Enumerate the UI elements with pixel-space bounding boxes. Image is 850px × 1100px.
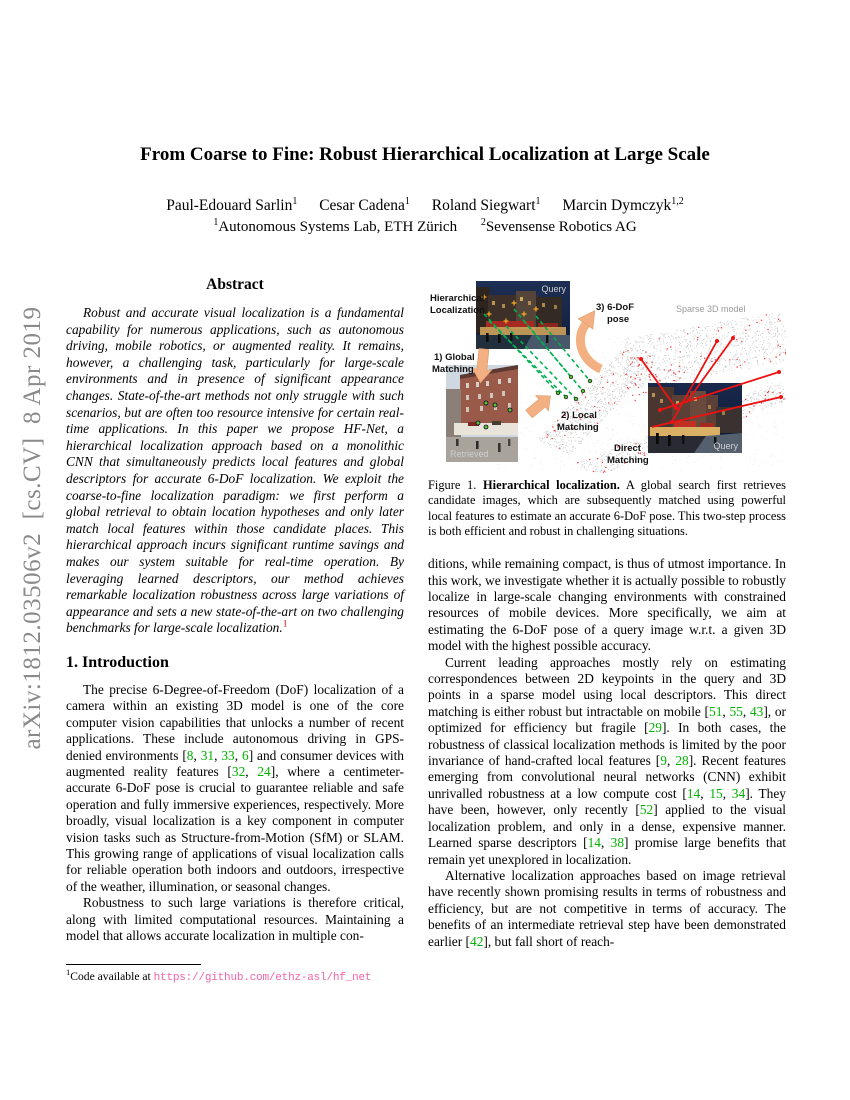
affiliations-line <box>0 219 850 236</box>
author-3-affil-mark: 1 <box>535 195 541 207</box>
affiliation-2: $^2$Sevensense Robotics AG <box>480 217 637 235</box>
hierarchical-localization-label-line2: Localization <box>430 305 485 316</box>
footnote <box>66 964 404 984</box>
code-repository-link[interactable]: https://github.com/ethz-asl/hf_net <box>153 972 372 984</box>
query-bottom-image-label: Query <box>713 441 738 451</box>
left-column <box>66 276 404 944</box>
query-top-image-label: Query <box>541 284 566 294</box>
citation-link[interactable]: 28 <box>675 753 689 769</box>
author-3: Roland Siegwart$^1$ <box>431 195 541 214</box>
citation-link[interactable]: 14 <box>686 785 701 801</box>
footnote-rule <box>66 964 201 965</box>
figure-1-caption: Figure 1. Hierarchical localization. A global search first retrieves candidate images, which are subsequently matched using powerful local features to estimate an accurate 6-DoF pose. This two-step process is both efficient and robust in challenging situations. <box>428 478 786 538</box>
direct-matching-label-line2: Matching <box>607 455 649 466</box>
citation-link[interactable]: 9 <box>660 753 667 769</box>
citation-link[interactable]: 52 <box>639 802 654 818</box>
intro-paragraph-3: Current leading approaches mostly rely on estimating correspondences between 2D keypoints in the query and 3D points in a sparse model using local descriptors. This direct matching is either robust but intractable on mobile [51, 55, 43], or optimized for efficiency but fragile [29]. In both cases, the robustness of classical localization methods is limited by the poor invariance of hand-crafted local features [9, 28]. Recent features emerging from convolutional neural networks (CNN) exhibit unrivalled robustness at a low compute cost [14, 15, 34]. They have been, however, only recently [52] applied to the visual localization problem, and only in a dense, expensive manner. Learned sparse descriptors [14, 38] promise large benefits that remain yet unexplored in localization. <box>428 654 787 867</box>
intro-paragraph-2-continued: ditions, while remaining compact, is thus of utmost importance. In this work, we investigate whether it is actually possible to robustly localize in large-scale changing environments with constrained resources of mobile devices. More specifically, we aim at estimating the 6-DoF pose of a query image w.r.t. a given 3D model with the highest possible accuracy. <box>428 556 786 654</box>
hierarchical-localization-label-line1: Hierarchical <box>430 293 485 304</box>
citation-link[interactable]: 15 <box>709 785 723 801</box>
citation-link[interactable]: 38 <box>610 835 625 851</box>
citation-link[interactable]: 33 <box>221 747 235 763</box>
authors-line <box>0 197 850 215</box>
footnote-mark-link[interactable]: 1 <box>282 619 288 630</box>
affiliation-1: $^1$Autonomous Systems Lab, ETH Zürich <box>213 217 458 235</box>
figure-1-canvas <box>428 281 786 473</box>
citation-link[interactable]: 6 <box>241 747 249 763</box>
sparse-3d-model-label: Sparse 3D model <box>676 304 746 314</box>
pose-label-line1: 3) 6-DoF <box>596 302 634 313</box>
citation-link[interactable]: 31 <box>200 747 215 763</box>
pose-arrow <box>578 306 602 369</box>
global-matching-label-line2: Matching <box>432 364 474 375</box>
citation-link[interactable]: 8 <box>186 747 194 763</box>
citation-link[interactable]: 14 <box>587 835 601 851</box>
footnote-number: 1 <box>66 967 71 978</box>
abstract-heading: Abstract <box>206 276 264 293</box>
global-matching-label-line1: 1) Global <box>434 352 475 363</box>
figure-1 <box>428 281 786 473</box>
direct-matching-label-line1: Direct <box>614 443 641 454</box>
query-image-bottom <box>648 383 742 453</box>
citation-link[interactable]: 29 <box>648 720 662 736</box>
arxiv-watermark: arXiv:1812.03506v2 [cs.CV] 8 Apr 2019 <box>19 306 46 750</box>
citation-link[interactable]: 32 <box>231 763 246 779</box>
right-column <box>428 281 786 950</box>
intro-paragraph-4: Alternative localization approaches based on image retrieval have recently shown promising results in terms of robustness and efficiency, but are not competitive in terms of accuracy. The benefits of an intermediate retrieval step have been demonstrated earlier [42], but fall short of reach- <box>428 867 786 949</box>
author-2-affil-mark: 1 <box>404 195 410 207</box>
retrieved-image-label: Retrieved <box>450 449 489 459</box>
citation-link[interactable]: 24 <box>257 763 271 779</box>
intro-paragraph-1: The precise 6-Degree-of-Freedom (DoF) localization of a camera within an existing 3D model is one of the core computer vision capabilities that unlocks a number of recent applications. These include autonomous driving in GPS-denied environments [8, 31, 33, 6] and consumer devices with augmented reality features [32, 24], where a centimeter-accurate 6-DoF pose is crucial to guarantee reliable and safe operation and fully immersive experiences, respectively. More broadly, visual localization is a key component in computer vision tasks such as Structure-from-Motion (SfM) or SLAM. This growing range of applications of visual localization calls for reliable operation both indoors and outdoors, irrespective of the weather, illumination, or seasonal changes. <box>66 681 405 894</box>
caption-bold-lead: Hierarchical localization. <box>482 478 620 492</box>
section-heading-introduction: 1. Introduction <box>66 653 169 671</box>
citation-link[interactable]: 55 <box>729 703 743 719</box>
author-4: Marcin Dymczyk$^{1,2}$ <box>562 195 684 214</box>
local-matching-arrow <box>523 388 557 421</box>
citation-link[interactable]: 34 <box>731 785 746 801</box>
citation-link[interactable]: 43 <box>749 703 764 719</box>
local-matching-label-line2: Matching <box>557 422 599 433</box>
author-1: Paul-Edouard Sarlin$^1$ <box>166 195 298 214</box>
author-2: Cesar Cadena$^1$ <box>319 195 410 214</box>
local-matching-label-line1: 2) Local <box>561 410 597 421</box>
author-4-affil-mark: 1,2 <box>671 195 684 207</box>
citation-link[interactable]: 51 <box>709 703 723 719</box>
footnote-text: Code available at <box>70 970 154 983</box>
author-1-affil-mark: 1 <box>292 195 298 207</box>
abstract-text: Robust and accurate visual localization is a fundamental capability for numerous applications, such as autonomous driving, mobile robotics, or augmented reality. It remains, however, a challenging task, particularly for large-scale environments and in presence of significant appearance changes. State-of-the-art methods not only struggle with such scenarios, but are often too resource intensive for certain real-time applications. In this paper we propose HF-Net, a hierarchical localization approach based on a monolithic CNN that simultaneously predicts local features and global descriptors for accurate 6-DoF localization. We exploit the coarse-to-fine localization paradigm: we first perform a global retrieval to obtain location hypotheses and only later match local features within those candidate places. This hierarchical approach incurs significant runtime savings and makes our system suitable for real-time operation. By leveraging learned descriptors, our method achieves remarkable localization robustness across large variations of appearance and sets a new state-of-the-art on two challenging benchmarks for large-scale localization.$^1$ <box>66 305 404 636</box>
paper-title: From Coarse to Fine: Robust Hierarchical Localization at Large Scale <box>140 144 710 165</box>
pose-label-line2: pose <box>607 314 630 325</box>
intro-paragraph-2: Robustness to such large variations is therefore critical, along with limited computational resources. Maintaining a model that allows accurate localization in multiple con- <box>66 895 404 943</box>
citation-link[interactable]: 42 <box>470 933 484 949</box>
